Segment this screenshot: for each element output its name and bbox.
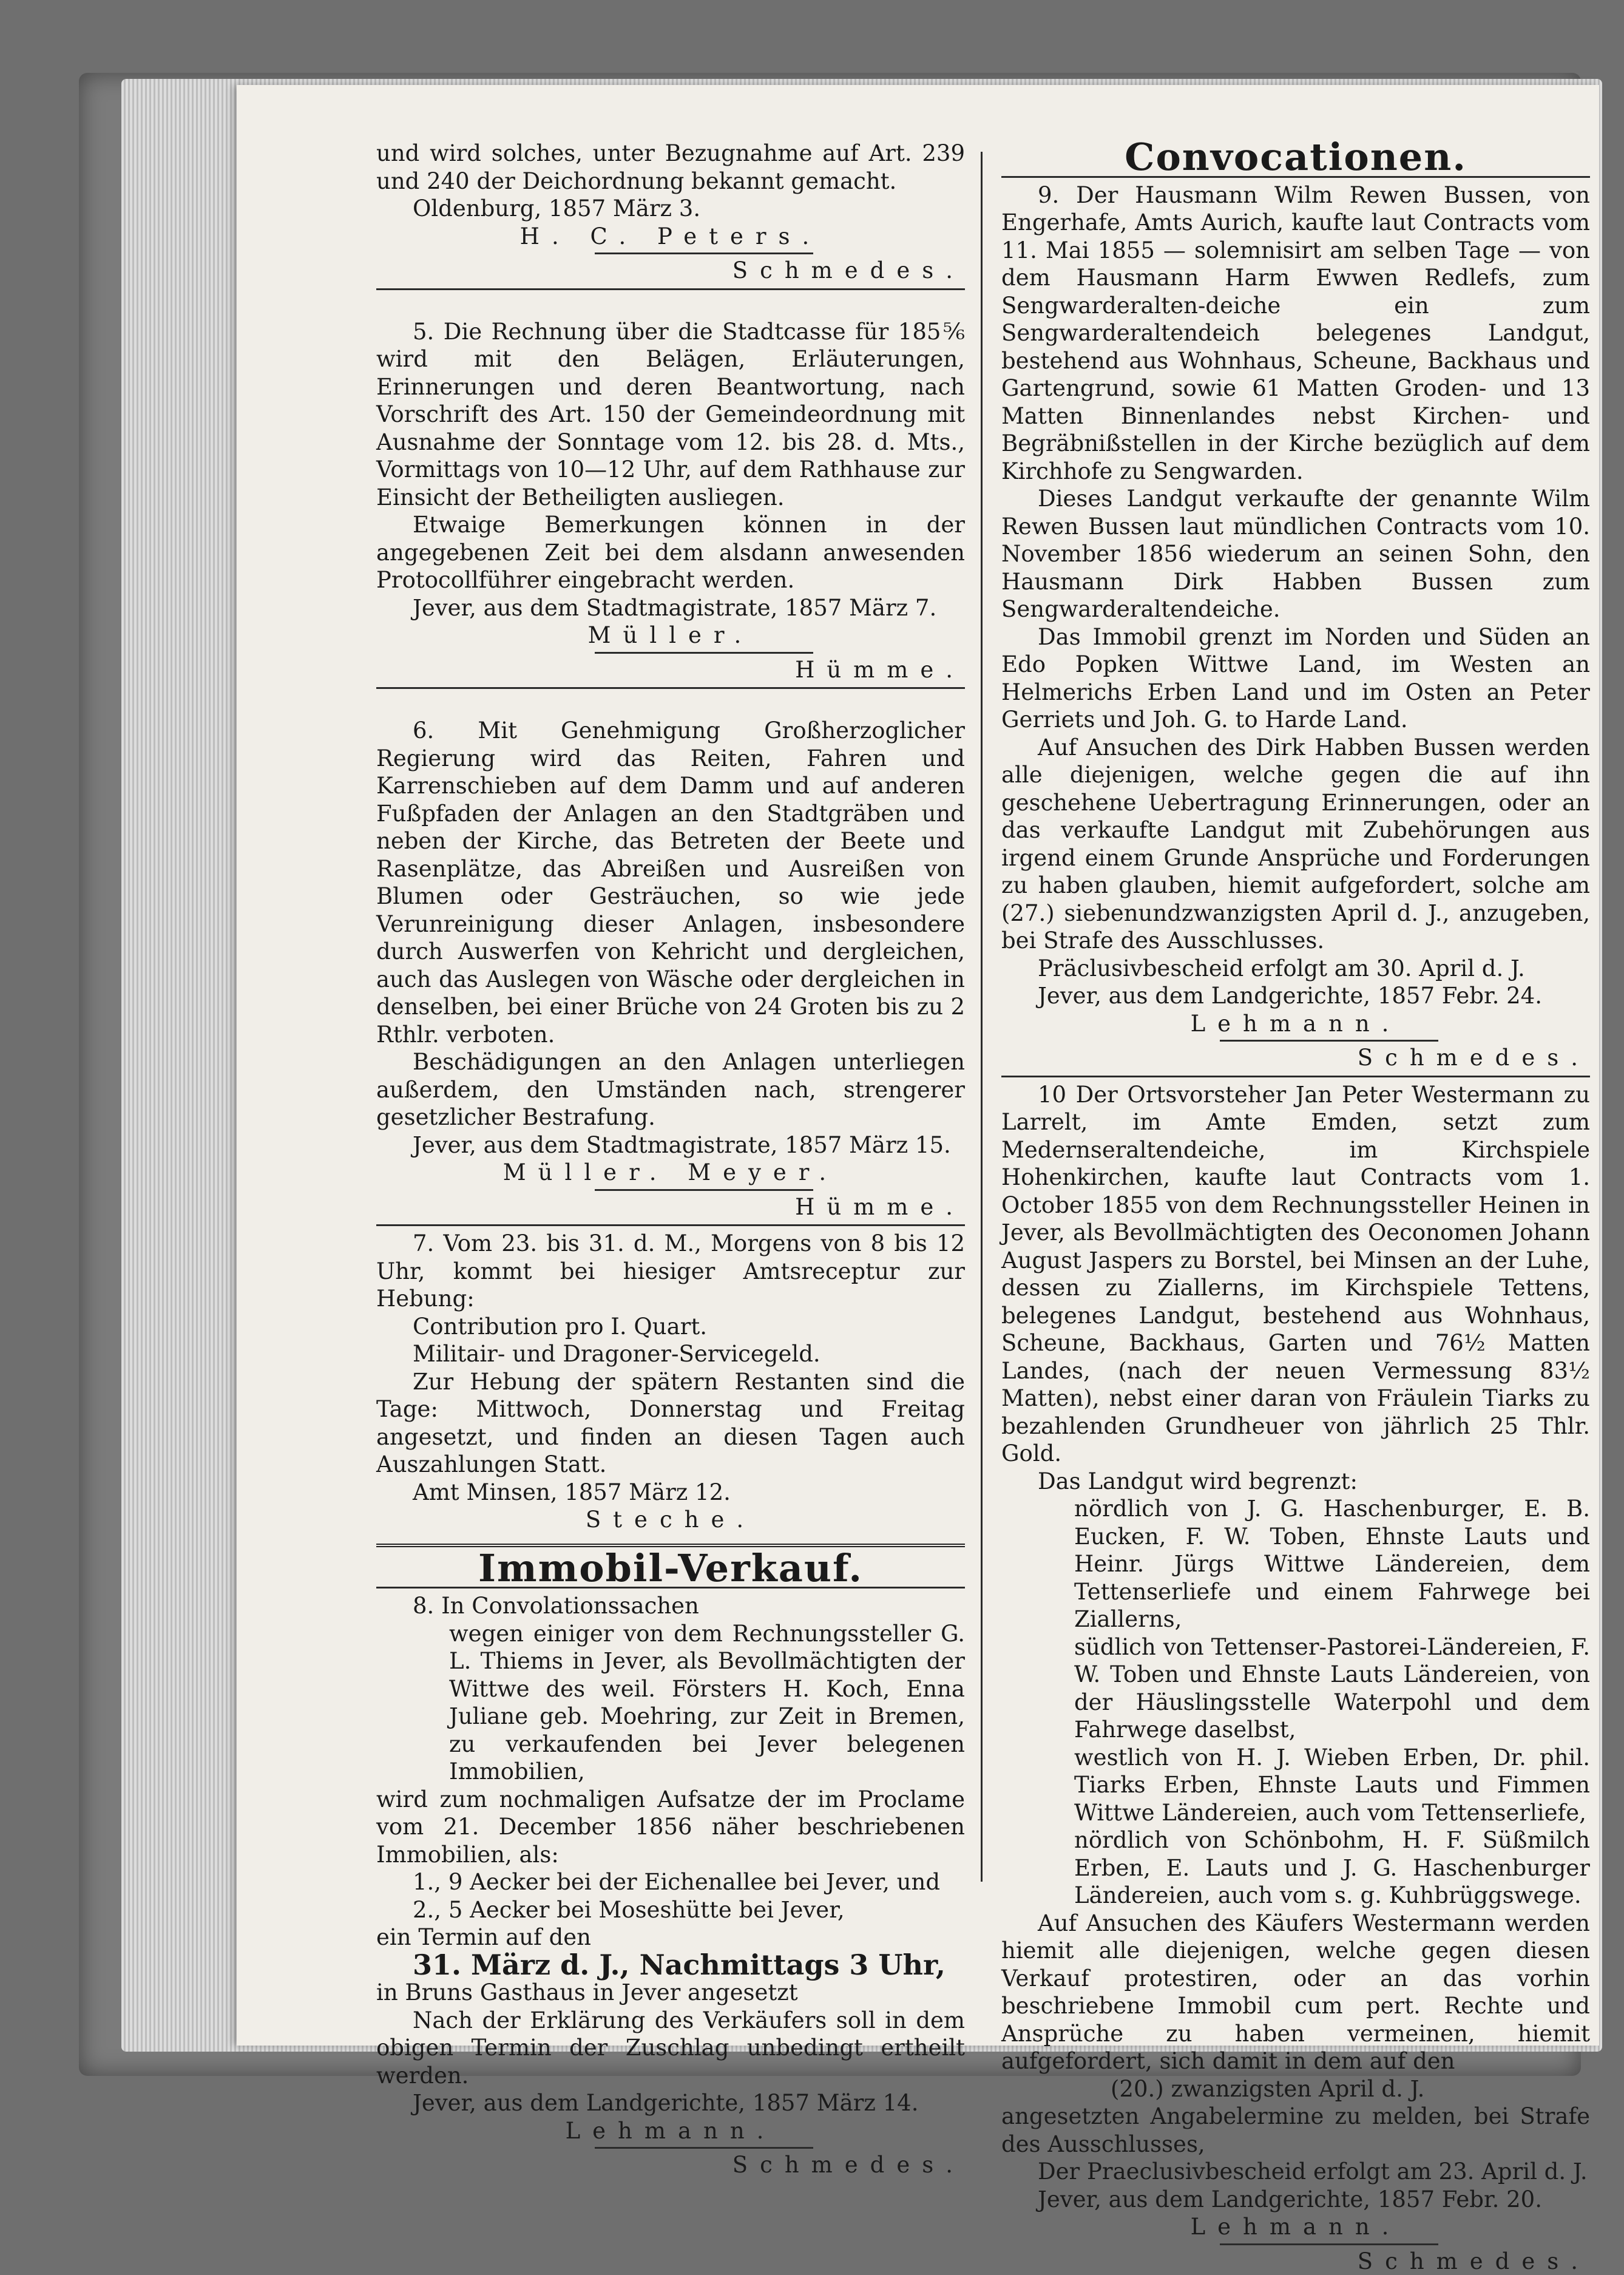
notice-7-dateline: Amt Minsen, 1857 März 12. xyxy=(376,1479,965,1507)
notice-5-body: Etwaige Bemerkungen können in der angegebenen Zeit bei dem alsdann anwesenden Protocollführer eingebracht werden. xyxy=(376,511,965,594)
notice-8-date: 31. März d. J., Nachmittags 3 Uhr, xyxy=(376,1951,965,1979)
divider xyxy=(376,687,965,689)
divider xyxy=(1001,1076,1590,1077)
signature: Lehmann. xyxy=(376,2117,965,2145)
intro-text: und wird solches, unter Bezugnahme auf Art. 239 und 240 der Deichordnung bekannt gemacht. xyxy=(376,140,965,195)
notice-8-body: ein Termin auf den xyxy=(376,1924,965,1951)
column-divider xyxy=(981,152,983,1882)
divider xyxy=(1220,2243,1438,2245)
section-heading: Convocationen. xyxy=(1001,143,1590,171)
notice-10-boundary: nördlich von J. G. Haschenburger, E. B. Eucken, F. W. Toben, Ehnste Lauts und Heinr. Jürgs Wittwe Ländereien, dem Tettenserliefe und einem Fahrwege bei Ziallerns, xyxy=(1001,1495,1590,1633)
notice-10-boundary: südlich von Tettenser-Pastorei-Ländereien, F. W. Toben und Ehnste Lauts Ländereien, von der Häuslingsstelle Waterpohl und dem Fahrwege daselbst, xyxy=(1001,1633,1590,1744)
divider xyxy=(376,1224,965,1226)
notice-10-boundary: nördlich von Schönbohm, H. F. Süßmilch Erben, E. Lauts und J. G. Haschenburger Ländereien, auch vom s. g. Kuhbrüggswege. xyxy=(1001,1826,1590,1910)
notice-10-dateline: Jever, aus dem Landgerichte, 1857 Febr. 20. xyxy=(1001,2186,1590,2214)
signature: Müller. xyxy=(376,622,965,649)
divider xyxy=(595,1189,813,1191)
notice-9-body: Dieses Landgut verkaufte der genannte Wilm Rewen Bussen laut mündlichen Contracts vom 10. November 1856 wiederum an seinen Sohn, den Hausmann Dirk Habben Bussen zum Sengwarderaltendeiche. xyxy=(1001,485,1590,623)
signature: Hümme. xyxy=(376,656,965,684)
signature: Schmedes. xyxy=(1001,1044,1590,1072)
notice-10-boundary: westlich von H. J. Wieben Erben, Dr. phil. Tiarks Erben, Ehnste Lauts und Fimmen Wittwe Ländereien, auch vom Tettenserliefe, xyxy=(1001,1744,1590,1827)
left-column xyxy=(376,140,965,2179)
signature: Lehmann. xyxy=(1001,1010,1590,1038)
notice-8-body: in Bruns Gasthaus in Jever angesetzt xyxy=(376,1979,965,2007)
notice-8-body: wegen einiger von dem Rechnungssteller G. L. Thiems in Jever, als Bevollmächtigten der Wittwe des weil. Försters H. Koch, Enna Juliane geb. Moehring, zur Zeit in Bremen, zu verkaufenden bei Jever belegenen Immobilien, xyxy=(376,1620,965,1786)
notice-10-body: Das Landgut wird begrenzt: xyxy=(1001,1468,1590,1496)
notice-9-body: Das Immobil grenzt im Norden und Süden an Edo Popken Wittwe Land, im Westen an Helmerichs Erben Land und im Osten an Peter Gerriets und Joh. G. to Harde Land. xyxy=(1001,623,1590,734)
notice-9-body: Auf Ansuchen des Dirk Habben Bussen werden alle diejenigen, welche gegen die auf ihn geschehene Uebertragung Erinnerungen, oder an das verkaufte Landgut mit Zubehörungen aus irgend einem Grunde Ansprüche und Forderungen zu haben glauben, hiemit aufgefordert, solche am (27.) siebenundzwanzigsten April d. J., anzugeben, bei Strafe des Ausschlusses. xyxy=(1001,734,1590,955)
right-column xyxy=(1001,140,1590,2275)
signature: Schmedes. xyxy=(1001,2248,1590,2275)
notice-6-body: Beschädigungen an den Anlagen unterliegen außerdem, den Umständen nach, strengerer gesetzlicher Bestrafung. xyxy=(376,1048,965,1131)
notice-8-body: Nach der Erklärung des Verkäufers soll in dem obigen Termin der Zuschlag unbedingt ertheilt werden. xyxy=(376,2007,965,2090)
notice-9-body: 9. Der Hausmann Wilm Rewen Bussen, von Engerhafe, Amts Aurich, kaufte laut Contracts vom 11. Mai 1855 — solemnisirt am selben Tage — von dem Hausmann Harm Ewwen Redlefs, zum Sengwarderalten-deiche ein zum Sengwarderaltendeich belegenes Landgut, bestehend aus Wohnhaus, Scheune, Backhaus und Gartengrund, sowie 61 Matten Groden- und 13 Matten Binnenlandes nebst Kirchen- und Begräbnißstellen in der Kirche bezüglich auf dem Kirchhofe zu Sengwarden. xyxy=(1001,181,1590,486)
notice-10-body: Auf Ansuchen des Käufers Westermann werden hiemit alle diejenigen, welche gegen diesen Verkauf protestiren, oder an das vorhin beschriebene Immobil cum pert. Rechte und Ansprüche zu haben vermeinen, hiemit aufgefordert, sich damit in dem auf den xyxy=(1001,1910,1590,2075)
notice-10-body: 10 Der Ortsvorsteher Jan Peter Westermann zu Larrelt, im Amte Emden, setzt zum Medernseraltendeiche, im Kirchspiele Hohenkirchen, kaufte laut Contracts vom 1. October 1855 von dem Rechnungssteller Heinen in Jever, als Bevollmächtigten des Oeconomen Johann August Jaspers zu Borstel, bei Minsen an der Luhe, dessen zu Ziallerns, im Kirchspiele Tettens, belegenes Landgut, bestehend aus Wohnhaus, Scheune, Backhaus, Garten und 76½ Matten Landes, (nach der neuen Vermessung 83½ Matten), nebst einer daran von Fräulein Tiarks zu bezahlenden Grundheuer von jährlich 25 Thlr. Gold. xyxy=(1001,1081,1590,1468)
notice-9-dateline: Jever, aus dem Landgerichte, 1857 Febr. 24. xyxy=(1001,982,1590,1010)
notice-10-body: angesetzten Angabelermine zu melden, bei Strafe des Ausschlusses, xyxy=(1001,2103,1590,2158)
notice-8-dateline: Jever, aus dem Landgerichte, 1857 März 14. xyxy=(376,2089,965,2117)
notice-8-title: 8. In Convolationssachen xyxy=(376,1592,965,1620)
notice-5-body: 5. Die Rechnung über die Stadtcasse für 185⅚ wird mit den Belägen, Erläuterungen, Erinnerungen und deren Beantwortung, nach Vorschrift des Art. 150 der Gemeindeordnung mit Ausnahme der Sonntage vom 12. bis 28. d. Mts., Vormittags von 10—12 Uhr, auf dem Rathhause zur Einsicht der Betheiligten ausliegen. xyxy=(376,318,965,512)
signature: Steche. xyxy=(376,1506,965,1534)
notice-7-item: Militair- und Dragoner-Servicegeld. xyxy=(376,1340,965,1368)
notice-8-item: 2., 5 Aecker bei Moseshütte bei Jever, xyxy=(376,1896,965,1924)
signature: Schmedes. xyxy=(376,2151,965,2179)
notice-8-item: 1., 9 Aecker bei der Eichenallee bei Jever, und xyxy=(376,1868,965,1896)
signature: Schmedes. xyxy=(376,257,965,285)
notice-9-body: Präclusivbescheid erfolgt am 30. April d. J. xyxy=(1001,955,1590,983)
notice-6-dateline: Jever, aus dem Stadtmagistrate, 1857 März 15. xyxy=(376,1131,965,1159)
notice-8-body: wird zum nochmaligen Aufsatze der im Proclame vom 21. December 1856 näher beschriebenen Immobilien, als: xyxy=(376,1786,965,1869)
divider xyxy=(376,288,965,290)
signature: H. C. Peters. xyxy=(376,223,965,251)
signature: Müller. Meyer. xyxy=(376,1159,965,1187)
notice-5-dateline: Jever, aus dem Stadtmagistrate, 1857 März 7. xyxy=(376,594,965,622)
notice-7-item: Contribution pro I. Quart. xyxy=(376,1313,965,1341)
signature: Hümme. xyxy=(376,1193,965,1221)
notice-10-body: Der Praeclusivbescheid erfolgt am 23. April d. J. xyxy=(1001,2158,1590,2186)
notice-6-body: 6. Mit Genehmigung Großherzoglicher Regierung wird das Reiten, Fahren und Karrenschieben auf dem Damm und auf anderen Fußpfaden der Anlagen an den Stadtgräben und neben der Kirche, das Betreten der Beete und Rasenplätze, das Abreißen und Ausreißen von Blumen oder Gesträuchen, so wie jede Verunreinigung dieser Anlagen, insbesondere durch Auswerfen von Kehricht und dergleichen, auch das Auslegen von Wäsche oder dergleichen in denselben, bei einer Brüche von 24 Groten bis zu 2 Rthlr. verboten. xyxy=(376,717,965,1048)
divider xyxy=(1220,1040,1438,1042)
divider xyxy=(595,652,813,654)
divider xyxy=(595,2147,813,2149)
notice-10-date: (20.) zwanzigsten April d. J. xyxy=(1001,2075,1590,2103)
signature: Lehmann. xyxy=(1001,2213,1590,2241)
notice-7-body: 7. Vom 23. bis 31. d. M., Morgens von 8 bis 12 Uhr, kommt bei hiesiger Amtsreceptur zur Hebung: xyxy=(376,1230,965,1313)
intro-dateline: Oldenburg, 1857 März 3. xyxy=(376,195,965,223)
section-heading: Immobil-Verkauf. xyxy=(376,1555,965,1582)
divider xyxy=(595,253,813,254)
notice-7-body: Zur Hebung der spätern Restanten sind die Tage: Mittwoch, Donnerstag und Freitag angesetzt, und finden an diesen Tagen auch Auszahlungen Statt. xyxy=(376,1368,965,1479)
